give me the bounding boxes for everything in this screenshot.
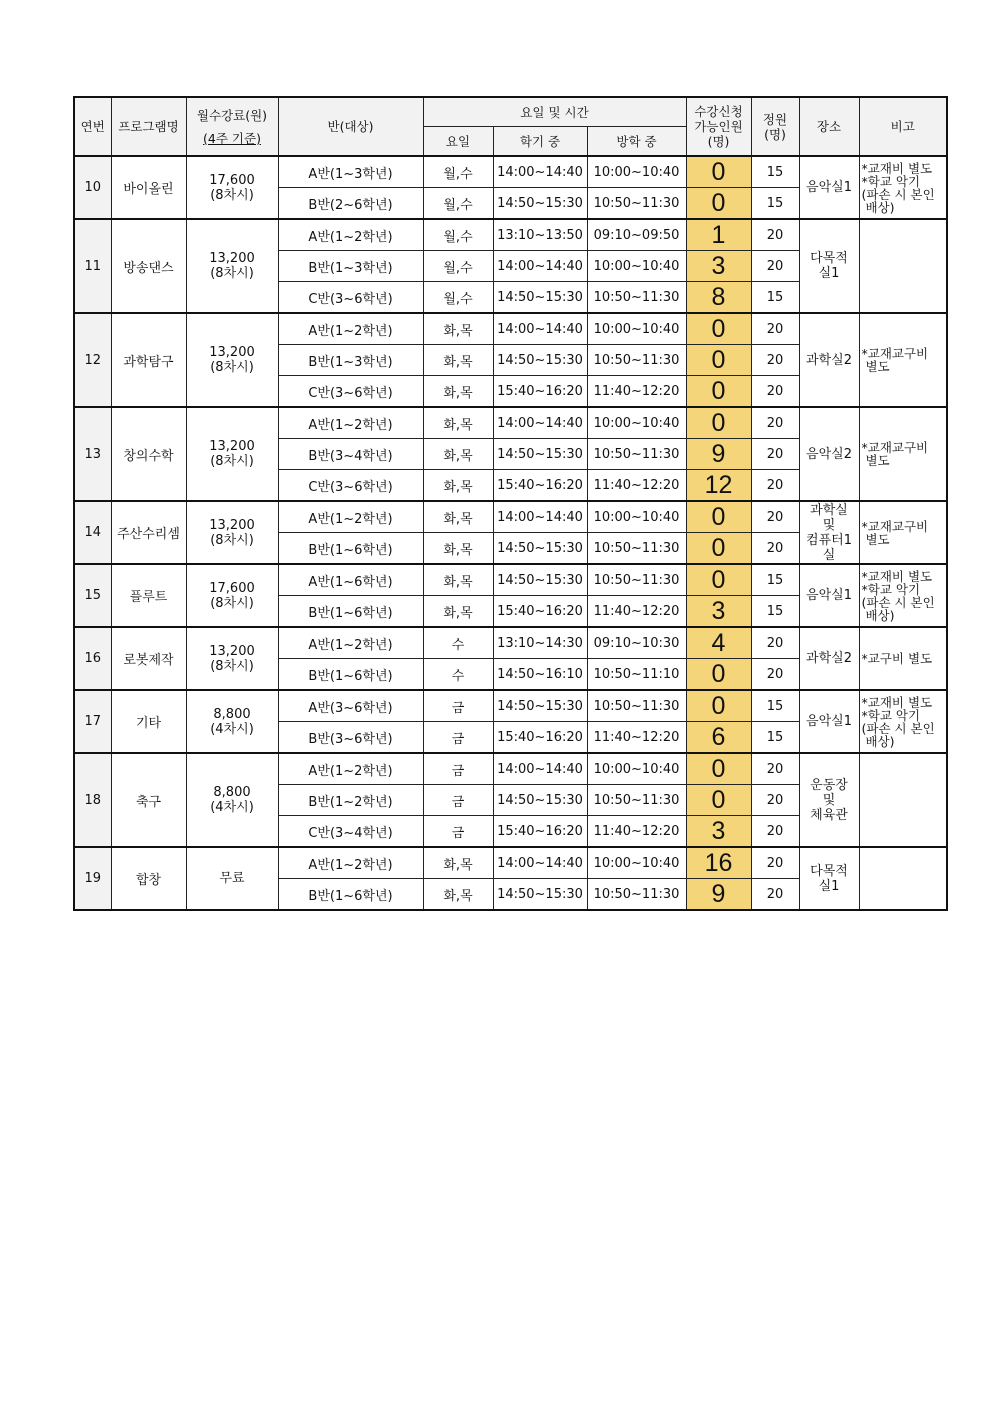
class-label: B반(3~6학년) <box>278 722 423 754</box>
class-day: 화,목 <box>423 596 493 628</box>
available-count: 0 <box>686 345 751 376</box>
place-line: 음악실1 <box>806 588 852 603</box>
header-capacity-line1: 정원 <box>762 111 788 127</box>
class-day: 월,수 <box>423 251 493 282</box>
capacity-count: 20 <box>751 439 799 470</box>
class-term-time: 14:00~14:40 <box>493 753 587 785</box>
class-term-time: 14:50~15:30 <box>493 690 587 722</box>
program-no: 18 <box>74 753 111 847</box>
class-vacation-time: 10:50~11:30 <box>587 533 686 565</box>
program-no: 12 <box>74 313 111 407</box>
program-note <box>859 219 947 313</box>
capacity-count: 15 <box>751 564 799 596</box>
class-term-time: 14:50~15:30 <box>493 879 587 911</box>
available-count: 3 <box>686 251 751 282</box>
capacity-count: 20 <box>751 219 799 251</box>
class-day: 수 <box>423 659 493 691</box>
header-no: 연번 <box>74 97 111 156</box>
fee-sessions: (8차시) <box>210 658 254 674</box>
note-line: 별도 <box>861 453 890 468</box>
program-note <box>859 847 947 910</box>
table-row <box>74 753 947 785</box>
class-vacation-time: 10:50~11:30 <box>587 345 686 376</box>
class-label: B반(1~6학년) <box>278 879 423 911</box>
available-count: 0 <box>686 690 751 722</box>
class-label: B반(1~6학년) <box>278 659 423 691</box>
class-label: A반(3~6학년) <box>278 690 423 722</box>
place-line: 실1 <box>818 878 840 894</box>
table-row <box>74 407 947 439</box>
fee-sessions: (8차시) <box>210 187 254 203</box>
class-vacation-time: 11:40~12:20 <box>587 722 686 754</box>
table-header <box>74 97 947 156</box>
place-line: 체육관 <box>810 807 848 823</box>
class-term-time: 14:00~14:40 <box>493 847 587 879</box>
class-term-time: 14:50~15:30 <box>493 188 587 220</box>
class-label: B반(1~3학년) <box>278 345 423 376</box>
program-fee <box>186 627 278 690</box>
capacity-count: 20 <box>751 251 799 282</box>
class-term-time: 14:50~15:30 <box>493 533 587 565</box>
class-term-time: 15:40~16:20 <box>493 816 587 848</box>
program-place <box>799 407 859 501</box>
program-name: 과학탐구 <box>111 313 186 407</box>
available-count: 0 <box>686 501 751 533</box>
available-count: 9 <box>686 879 751 911</box>
program-note <box>859 627 947 690</box>
class-label: C반(3~6학년) <box>278 470 423 502</box>
capacity-count: 15 <box>751 596 799 628</box>
class-label: B반(3~4학년) <box>278 439 423 470</box>
class-vacation-time: 10:50~11:30 <box>587 564 686 596</box>
class-label: B반(1~3학년) <box>278 251 423 282</box>
program-no: 15 <box>74 564 111 627</box>
note-line: 별도 <box>861 531 890 547</box>
program-name: 방송댄스 <box>111 219 186 313</box>
place-line: 다목적 <box>810 863 848 879</box>
table-row <box>74 847 947 879</box>
fee-amount: 13,200 <box>209 517 255 533</box>
note-line: *교재비 별도 <box>861 694 933 710</box>
class-vacation-time: 10:00~10:40 <box>587 847 686 879</box>
class-day: 화,목 <box>423 847 493 879</box>
capacity-count: 20 <box>751 501 799 533</box>
fee-sessions: (8차시) <box>210 595 254 611</box>
header-class: 반(대상) <box>278 97 423 156</box>
program-note <box>859 407 947 501</box>
header-note: 비고 <box>859 97 947 156</box>
program-name: 주산수리셈 <box>111 501 186 564</box>
header-available-line1: 수강신청 <box>694 104 743 119</box>
program-note <box>859 690 947 753</box>
capacity-count: 15 <box>751 156 799 188</box>
place-line: 과학실 <box>810 502 848 518</box>
available-count: 9 <box>686 439 751 470</box>
class-label: A반(1~2학년) <box>278 407 423 439</box>
note-line: *학교 악기 <box>861 173 921 189</box>
capacity-count: 20 <box>751 345 799 376</box>
class-day: 월,수 <box>423 282 493 314</box>
program-place <box>799 753 859 847</box>
class-label: A반(1~2학년) <box>278 753 423 785</box>
class-day: 화,목 <box>423 564 493 596</box>
class-term-time: 15:40~16:20 <box>493 722 587 754</box>
fee-amount: 13,200 <box>209 439 255 454</box>
fee-amount: 8,800 <box>213 706 251 722</box>
class-term-time: 15:40~16:20 <box>493 470 587 502</box>
program-no: 11 <box>74 219 111 313</box>
program-place <box>799 627 859 690</box>
capacity-count: 20 <box>751 816 799 848</box>
fee-amount: 13,200 <box>209 251 255 266</box>
available-count: 0 <box>686 313 751 345</box>
fee-sessions: (4차시) <box>210 721 254 737</box>
class-label: B반(2~6학년) <box>278 188 423 220</box>
class-term-time: 13:10~13:50 <box>493 219 587 251</box>
program-no: 17 <box>74 690 111 753</box>
available-count: 0 <box>686 659 751 691</box>
class-vacation-time: 10:50~11:30 <box>587 439 686 470</box>
class-day: 수 <box>423 627 493 659</box>
capacity-count: 20 <box>751 627 799 659</box>
note-line: *학교 악기 <box>861 581 921 597</box>
capacity-count: 20 <box>751 847 799 879</box>
class-label: A반(1~2학년) <box>278 627 423 659</box>
class-day: 월,수 <box>423 188 493 220</box>
place-line: 과학실2 <box>806 352 852 368</box>
program-fee <box>186 690 278 753</box>
class-label: C반(3~6학년) <box>278 376 423 408</box>
fee-amount: 17,600 <box>209 580 255 596</box>
header-capacity-line2: (명) <box>764 126 786 142</box>
class-term-time: 14:50~15:30 <box>493 439 587 470</box>
class-day: 금 <box>423 785 493 816</box>
place-line: 다목적 <box>810 251 848 266</box>
class-label: A반(1~2학년) <box>278 847 423 879</box>
place-line: 실1 <box>818 266 840 281</box>
class-day: 화,목 <box>423 879 493 911</box>
program-no: 13 <box>74 407 111 501</box>
capacity-count: 20 <box>751 313 799 345</box>
class-term-time: 14:00~14:40 <box>493 501 587 533</box>
class-term-time: 14:50~15:30 <box>493 564 587 596</box>
class-vacation-time: 10:50~11:30 <box>587 690 686 722</box>
class-day: 화,목 <box>423 345 493 376</box>
class-vacation-time: 10:00~10:40 <box>587 753 686 785</box>
program-no: 19 <box>74 847 111 910</box>
program-fee <box>186 407 278 501</box>
place-line: 음악실1 <box>806 714 852 729</box>
capacity-count: 20 <box>751 376 799 408</box>
class-label: B반(1~2학년) <box>278 785 423 816</box>
class-day: 화,목 <box>423 501 493 533</box>
table-row <box>74 313 947 345</box>
available-count: 0 <box>686 533 751 565</box>
capacity-count: 20 <box>751 785 799 816</box>
available-count: 3 <box>686 596 751 628</box>
capacity-count: 20 <box>751 407 799 439</box>
available-count: 8 <box>686 282 751 314</box>
class-day: 화,목 <box>423 439 493 470</box>
available-count: 0 <box>686 564 751 596</box>
fee-sessions: (4차시) <box>210 800 254 815</box>
program-fee <box>186 313 278 407</box>
available-count: 0 <box>686 188 751 220</box>
class-vacation-time: 10:00~10:40 <box>587 156 686 188</box>
class-vacation-time: 09:10~10:30 <box>587 627 686 659</box>
fee-amount: 13,200 <box>209 345 255 360</box>
program-no: 14 <box>74 501 111 564</box>
note-line: *교재교구비 <box>861 518 929 534</box>
class-term-time: 14:50~15:30 <box>493 282 587 314</box>
program-place <box>799 501 859 564</box>
note-line: (파손 시 본인 <box>861 186 935 202</box>
note-line: 배상) <box>861 199 895 215</box>
table-body <box>74 156 947 910</box>
capacity-count: 20 <box>751 533 799 565</box>
note-line: 배상) <box>861 733 895 749</box>
class-label: A반(1~6학년) <box>278 564 423 596</box>
program-note <box>859 313 947 407</box>
note-line: *교재교구비 <box>861 346 929 361</box>
class-label: B반(1~6학년) <box>278 596 423 628</box>
class-term-time: 14:00~14:40 <box>493 407 587 439</box>
class-term-time: 14:00~14:40 <box>493 156 587 188</box>
fee-amount: 17,600 <box>209 172 255 188</box>
header-vacation: 방학 중 <box>587 127 686 157</box>
class-day: 금 <box>423 690 493 722</box>
program-note <box>859 501 947 564</box>
class-day: 금 <box>423 722 493 754</box>
note-line: 별도 <box>861 359 890 374</box>
fee-amount: 13,200 <box>209 643 255 659</box>
program-note <box>859 156 947 219</box>
class-vacation-time: 11:40~12:20 <box>587 596 686 628</box>
class-day: 월,수 <box>423 156 493 188</box>
class-term-time: 14:50~16:10 <box>493 659 587 691</box>
class-vacation-time: 11:40~12:20 <box>587 376 686 408</box>
class-vacation-time: 09:10~09:50 <box>587 219 686 251</box>
fee-sessions: (8차시) <box>210 454 254 469</box>
program-note <box>859 753 947 847</box>
capacity-count: 20 <box>751 879 799 911</box>
class-vacation-time: 10:50~11:30 <box>587 785 686 816</box>
program-fee <box>186 219 278 313</box>
class-term-time: 14:50~15:30 <box>493 345 587 376</box>
program-schedule-table <box>73 96 948 911</box>
available-count: 0 <box>686 407 751 439</box>
class-vacation-time: 10:00~10:40 <box>587 251 686 282</box>
program-name: 로봇제작 <box>111 627 186 690</box>
capacity-count: 20 <box>751 659 799 691</box>
note-line: *학교 악기 <box>861 707 921 723</box>
program-fee <box>186 564 278 627</box>
class-vacation-time: 10:00~10:40 <box>587 407 686 439</box>
place-line: 음악실1 <box>806 180 852 195</box>
program-fee <box>186 753 278 847</box>
fee-amount: 무료 <box>219 871 245 886</box>
header-available-line3: (명) <box>707 134 730 149</box>
program-name: 축구 <box>111 753 186 847</box>
header-capacity <box>751 97 799 156</box>
place-line: 및 <box>822 517 836 533</box>
class-term-time: 15:40~16:20 <box>493 596 587 628</box>
program-place <box>799 313 859 407</box>
header-fee <box>186 97 278 156</box>
header-program: 프로그램명 <box>111 97 186 156</box>
note-line: (파손 시 본인 <box>861 594 935 610</box>
class-term-time: 14:00~14:40 <box>493 313 587 345</box>
class-term-time: 14:00~14:40 <box>493 251 587 282</box>
table-row <box>74 501 947 533</box>
fee-amount: 8,800 <box>213 785 251 800</box>
header-available-line2: 가능인원 <box>694 119 743 134</box>
class-day: 화,목 <box>423 470 493 502</box>
available-count: 4 <box>686 627 751 659</box>
class-vacation-time: 11:40~12:20 <box>587 816 686 848</box>
class-vacation-time: 10:00~10:40 <box>587 501 686 533</box>
class-day: 금 <box>423 753 493 785</box>
available-count: 0 <box>686 753 751 785</box>
capacity-count: 15 <box>751 690 799 722</box>
class-day: 금 <box>423 816 493 848</box>
class-term-time: 13:10~14:30 <box>493 627 587 659</box>
header-term: 학기 중 <box>493 127 587 157</box>
program-fee <box>186 847 278 910</box>
program-no: 16 <box>74 627 111 690</box>
class-term-time: 14:50~15:30 <box>493 785 587 816</box>
capacity-count: 20 <box>751 470 799 502</box>
program-place <box>799 847 859 910</box>
header-fee-line1: 월수강료(원) <box>196 107 268 123</box>
class-day: 화,목 <box>423 313 493 345</box>
program-place <box>799 219 859 313</box>
class-vacation-time: 10:00~10:40 <box>587 313 686 345</box>
class-vacation-time: 10:50~11:30 <box>587 879 686 911</box>
class-vacation-time: 10:50~11:30 <box>587 282 686 314</box>
class-label: A반(1~2학년) <box>278 313 423 345</box>
place-line: 음악실2 <box>806 446 852 462</box>
capacity-count: 15 <box>751 282 799 314</box>
capacity-count: 15 <box>751 722 799 754</box>
fee-sessions: (8차시) <box>210 532 254 548</box>
program-name: 창의수학 <box>111 407 186 501</box>
place-line: 과학실2 <box>806 651 852 666</box>
note-line: *교재교구비 <box>861 440 929 455</box>
program-fee <box>186 156 278 219</box>
class-label: A반(1~3학년) <box>278 156 423 188</box>
fee-sessions: (8차시) <box>210 266 254 281</box>
class-label: A반(1~2학년) <box>278 501 423 533</box>
table-row <box>74 627 947 659</box>
available-count: 12 <box>686 470 751 502</box>
class-term-time: 15:40~16:20 <box>493 376 587 408</box>
available-count: 1 <box>686 219 751 251</box>
program-place <box>799 564 859 627</box>
place-line: 컴퓨터1 <box>806 532 852 548</box>
program-fee <box>186 501 278 564</box>
note-line: *교재비 별도 <box>861 568 933 584</box>
available-count: 3 <box>686 816 751 848</box>
program-no: 10 <box>74 156 111 219</box>
capacity-count: 20 <box>751 753 799 785</box>
header-schedule: 요일 및 시간 <box>423 97 686 127</box>
capacity-count: 15 <box>751 188 799 220</box>
program-place <box>799 690 859 753</box>
class-vacation-time: 10:50~11:10 <box>587 659 686 691</box>
class-day: 화,목 <box>423 407 493 439</box>
class-label: A반(1~2학년) <box>278 219 423 251</box>
program-note <box>859 564 947 627</box>
program-name: 기타 <box>111 690 186 753</box>
available-count: 16 <box>686 847 751 879</box>
header-available <box>686 97 751 156</box>
available-count: 0 <box>686 376 751 408</box>
class-day: 화,목 <box>423 533 493 565</box>
fee-sessions: (8차시) <box>210 360 254 375</box>
class-label: C반(3~6학년) <box>278 282 423 314</box>
available-count: 0 <box>686 785 751 816</box>
note-line: 배상) <box>861 607 895 623</box>
program-name: 바이올린 <box>111 156 186 219</box>
program-place <box>799 156 859 219</box>
header-day: 요일 <box>423 127 493 157</box>
program-name: 합창 <box>111 847 186 910</box>
table-row <box>74 156 947 188</box>
header-fee-line2: (4주 기준) <box>203 130 261 146</box>
place-line: 운동장 <box>810 777 848 793</box>
header-place: 장소 <box>799 97 859 156</box>
class-label: C반(3~4학년) <box>278 816 423 848</box>
class-vacation-time: 10:50~11:30 <box>587 188 686 220</box>
program-name: 플루트 <box>111 564 186 627</box>
place-line: 및 <box>822 792 836 808</box>
class-day: 월,수 <box>423 219 493 251</box>
available-count: 0 <box>686 156 751 188</box>
table-row <box>74 219 947 251</box>
note-line: *교재비 별도 <box>861 160 933 176</box>
table-row <box>74 690 947 722</box>
class-label: B반(1~6학년) <box>278 533 423 565</box>
note-line: *교구비 별도 <box>861 651 933 666</box>
table-row <box>74 564 947 596</box>
class-day: 화,목 <box>423 376 493 408</box>
place-line: 실 <box>822 547 836 563</box>
note-line: (파손 시 본인 <box>861 720 935 736</box>
available-count: 6 <box>686 722 751 754</box>
class-vacation-time: 11:40~12:20 <box>587 470 686 502</box>
